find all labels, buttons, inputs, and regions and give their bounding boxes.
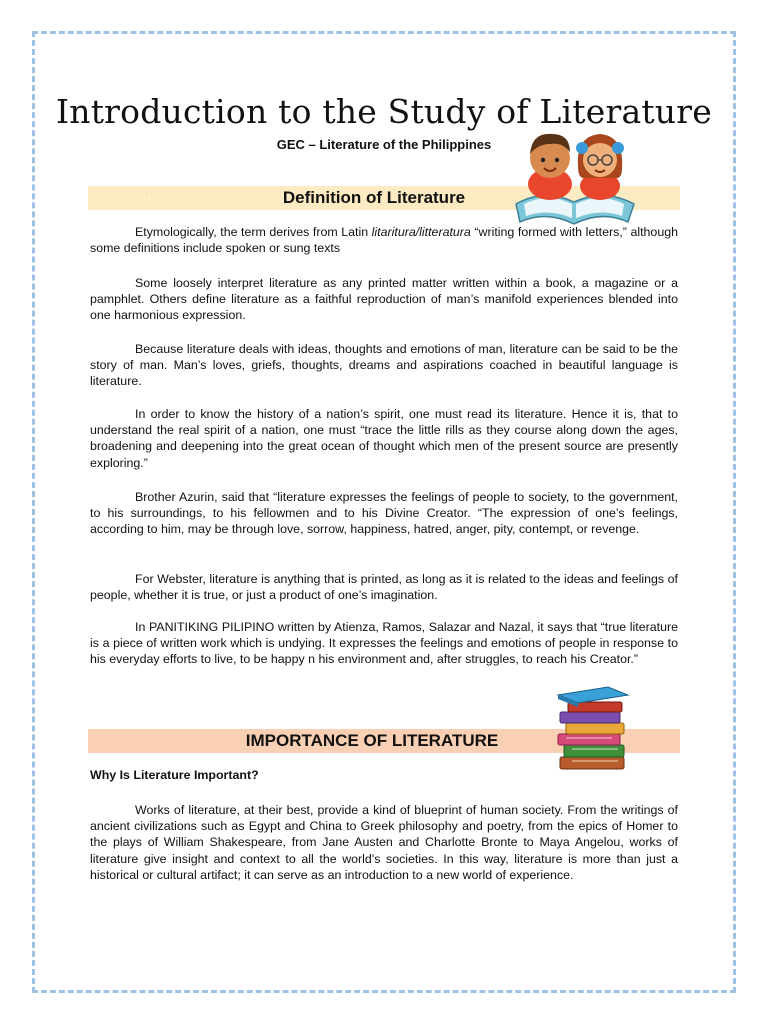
paragraph-nation-spirit: In order to know the history of a nation’s spirit, one must read its literature. Hence it is, that to understand the real spirit of a nation, one must “trace the little rills as they course along down the ages, broadening and deepening into the great ocean of thought which men of the present source are presently exploring.” — [90, 407, 678, 470]
children-reading-book-icon — [510, 118, 638, 230]
paragraph-etymology: Etymologically, the term derives from Latin litaritura/litteratura “writing formed with letters,” although some definitions include spoken or sung texts — [90, 225, 678, 256]
stray-mark: ' — [146, 194, 148, 200]
page-subtitle: GEC – Literature of the Philippines — [276, 137, 492, 152]
paragraph-interpretation: Some loosely interpret literature as any printed matter written within a book, a magazine or a pamphlet. Others define literature as a faithful reproduction of man’s manifold experiences blended into one harmonious expression. — [90, 276, 678, 323]
paragraph-panitiking: In PANITIKING PILIPINO written by Atienza, Ramos, Salazar and Nazal, it says that “true literature is a piece of written work which is undying. It expresses the feelings and emotions of people in response to his everyday efforts to live, to be happy n his environment and, after struggles, to reach his Creator.” — [90, 620, 678, 667]
stack-of-books-icon — [552, 685, 632, 771]
definition-heading: Definition of Literature — [282, 188, 466, 207]
paragraph-importance: Works of literature, at their best, provide a kind of blueprint of human society. From the writings of ancient civilizations such as Egypt and China to Greek philosophy and poetry, from the epics of Homer to the plays of William Shakespeare, from Jane Austen and Charlotte Bronte to Maya Angelou, works of literature give insight and context to all the world's societies. In this way, literature is more than just a historical or cultural artifact; it can serve as an introduction to a new world of experience. — [90, 803, 678, 882]
paragraph-azurin: Brother Azurin, said that “literature expresses the feelings of people to society, to the government, to his surroundings, to his fellowmen and to his Divine Creator. “The expression of one’s feelings, according to him, may be through love, sorrow, happiness, hatred, anger, pity, contempt, or revenge. — [90, 490, 678, 537]
paragraph-webster: For Webster, literature is anything that is printed, as long as it is related to the ideas and feelings of people, whether it is true, or just a product of one’s imagination. — [90, 572, 678, 603]
page-title: Introduction to the Study of Literature — [56, 92, 712, 131]
importance-question: Why Is Literature Important? — [90, 768, 259, 782]
importance-heading: IMPORTANCE OF LITERATURE — [245, 731, 499, 750]
paragraph-story-of-man: Because literature deals with ideas, thoughts and emotions of man, literature can be said to be the story of man. Man’s loves, griefs, thoughts, dreams and aspirations coached in beautiful language is literature. — [90, 342, 678, 389]
